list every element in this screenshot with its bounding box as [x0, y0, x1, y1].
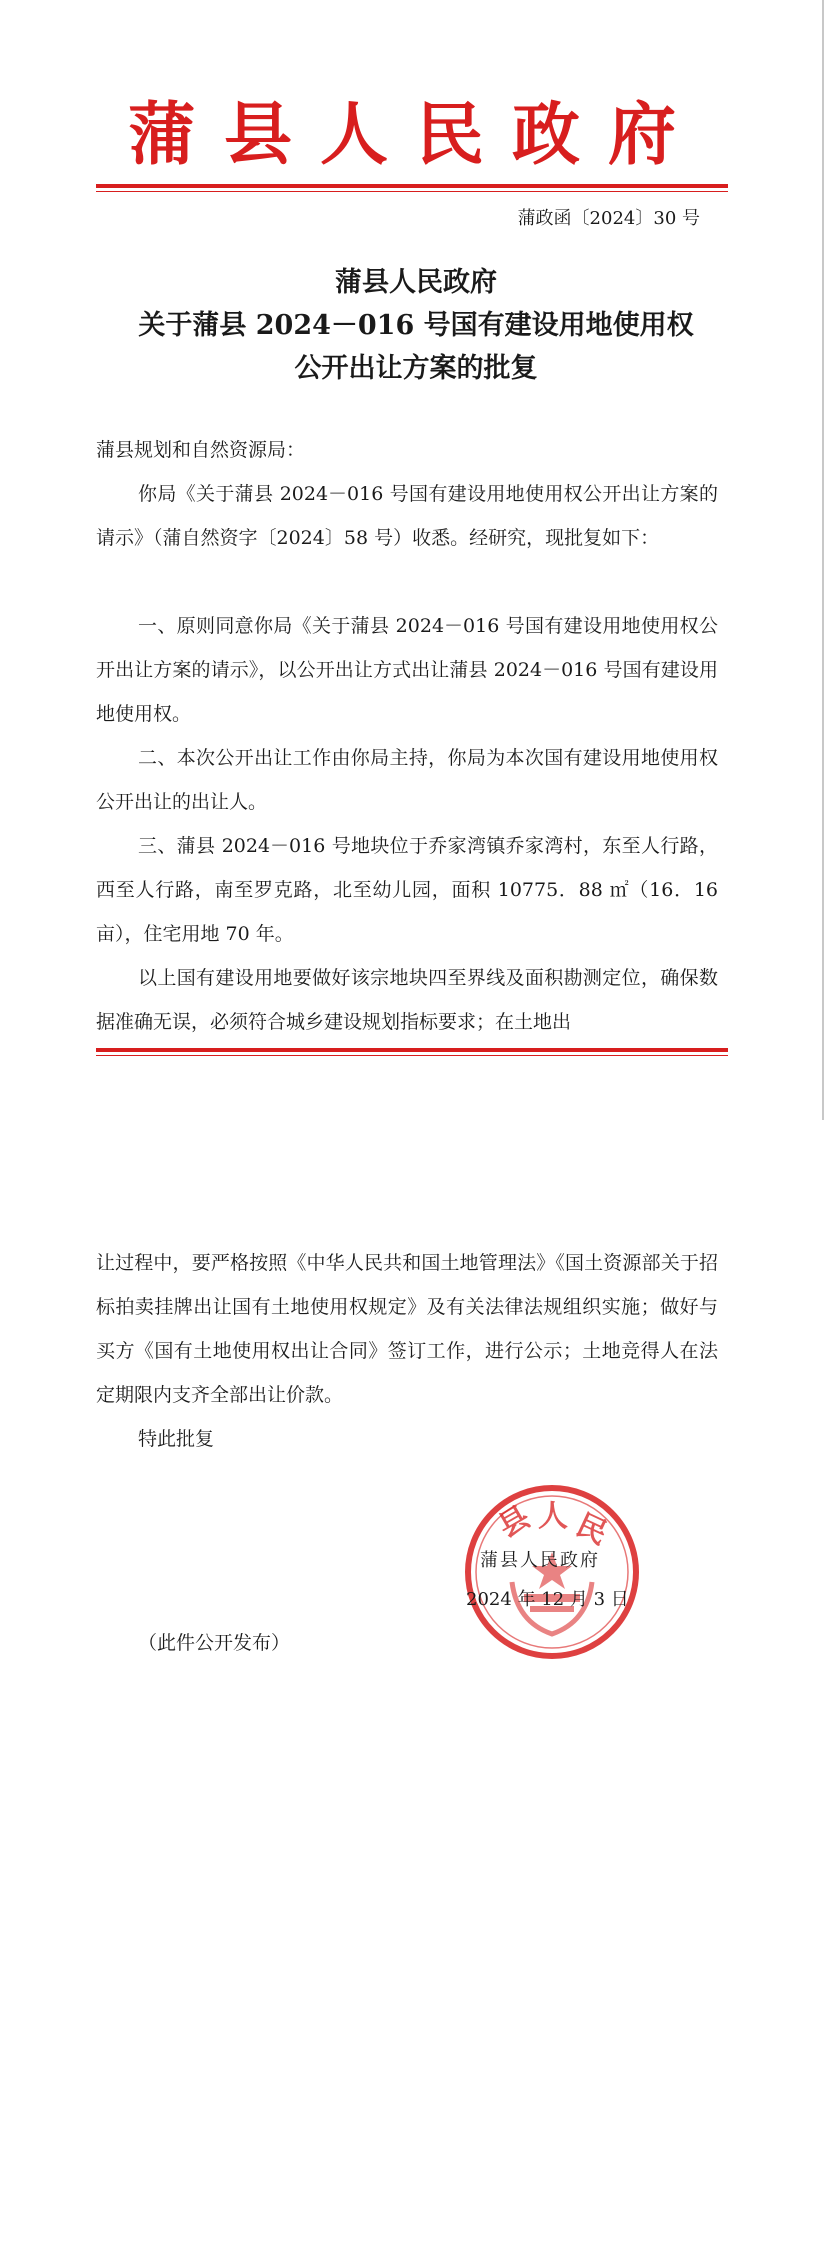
footer-red-rule-thin: [96, 1055, 728, 1056]
page-edge-line: [822, 0, 824, 1120]
signature-date: 2024 年 12 月 3 日: [466, 1589, 629, 1610]
document-title-line1: 蒲县人民政府: [335, 267, 497, 298]
paragraph-2: 一、原则同意你局《关于蒲县 2024－016 号国有建设用地使用权公开出让方案的请示》，以公开出让方式出让蒲县 2024－016 号国有建设用地使用权。: [96, 615, 718, 725]
publication-note: （此件公开发布）: [138, 1632, 291, 1654]
header-red-rule-thin: [96, 191, 728, 192]
paragraph-1: 你局《关于蒲县 2024－016 号国有建设用地使用权公开出让方案的请示》（蒲自然资字〔2024〕58 号）收悉。经研究，现批复如下：: [96, 483, 718, 549]
svg-text:县: 县: [492, 1499, 536, 1545]
paragraph-5: 以上国有建设用地要做好该宗地块四至界线及面积勘测定位，确保数据准确无误，必须符合城乡建设规划指标要求；在土地出: [96, 967, 718, 1033]
paragraph-5-continued: 让过程中，要严格按照《中华人民共和国土地管理法》《国土资源部关于招标拍卖挂牌出让国有土地使用权规定》及有关法律法规组织实施；做好与买方《国有土地使用权出让合同》签订工作，进行公示；土地竞得人在法定期限内支齐全部出让价款。: [96, 1252, 718, 1406]
paragraph-4: 三、蒲县 2024－016 号地块位于乔家湾镇乔家湾村，东至人行路，西至人行路，南至罗克路，北至幼儿园，面积 10775．88 ㎡（16．16 亩），住宅用地 70 年。: [96, 835, 718, 945]
signature-organization: 蒲县人民政府: [480, 1550, 600, 1571]
paragraph-3: 二、本次公开出让工作由你局主持，你局为本次国有建设用地使用权公开出让的出让人。: [96, 747, 718, 813]
recipient: 蒲县规划和自然资源局：: [96, 439, 306, 461]
document-title-line2: 关于蒲县 2024－016 号国有建设用地使用权: [138, 310, 694, 341]
document-title-line3: 公开出让方案的批复: [294, 353, 538, 384]
header-red-rule-thick: [96, 184, 728, 188]
closing-text: 特此批复: [138, 1428, 215, 1450]
red-header-title: 蒲县人民政府: [127, 95, 704, 175]
svg-text:民: 民: [570, 1507, 613, 1552]
svg-text:人: 人: [538, 1499, 568, 1534]
footer-red-rule-thick: [96, 1048, 728, 1052]
document-number: 蒲政函〔2024〕30 号: [517, 208, 700, 229]
